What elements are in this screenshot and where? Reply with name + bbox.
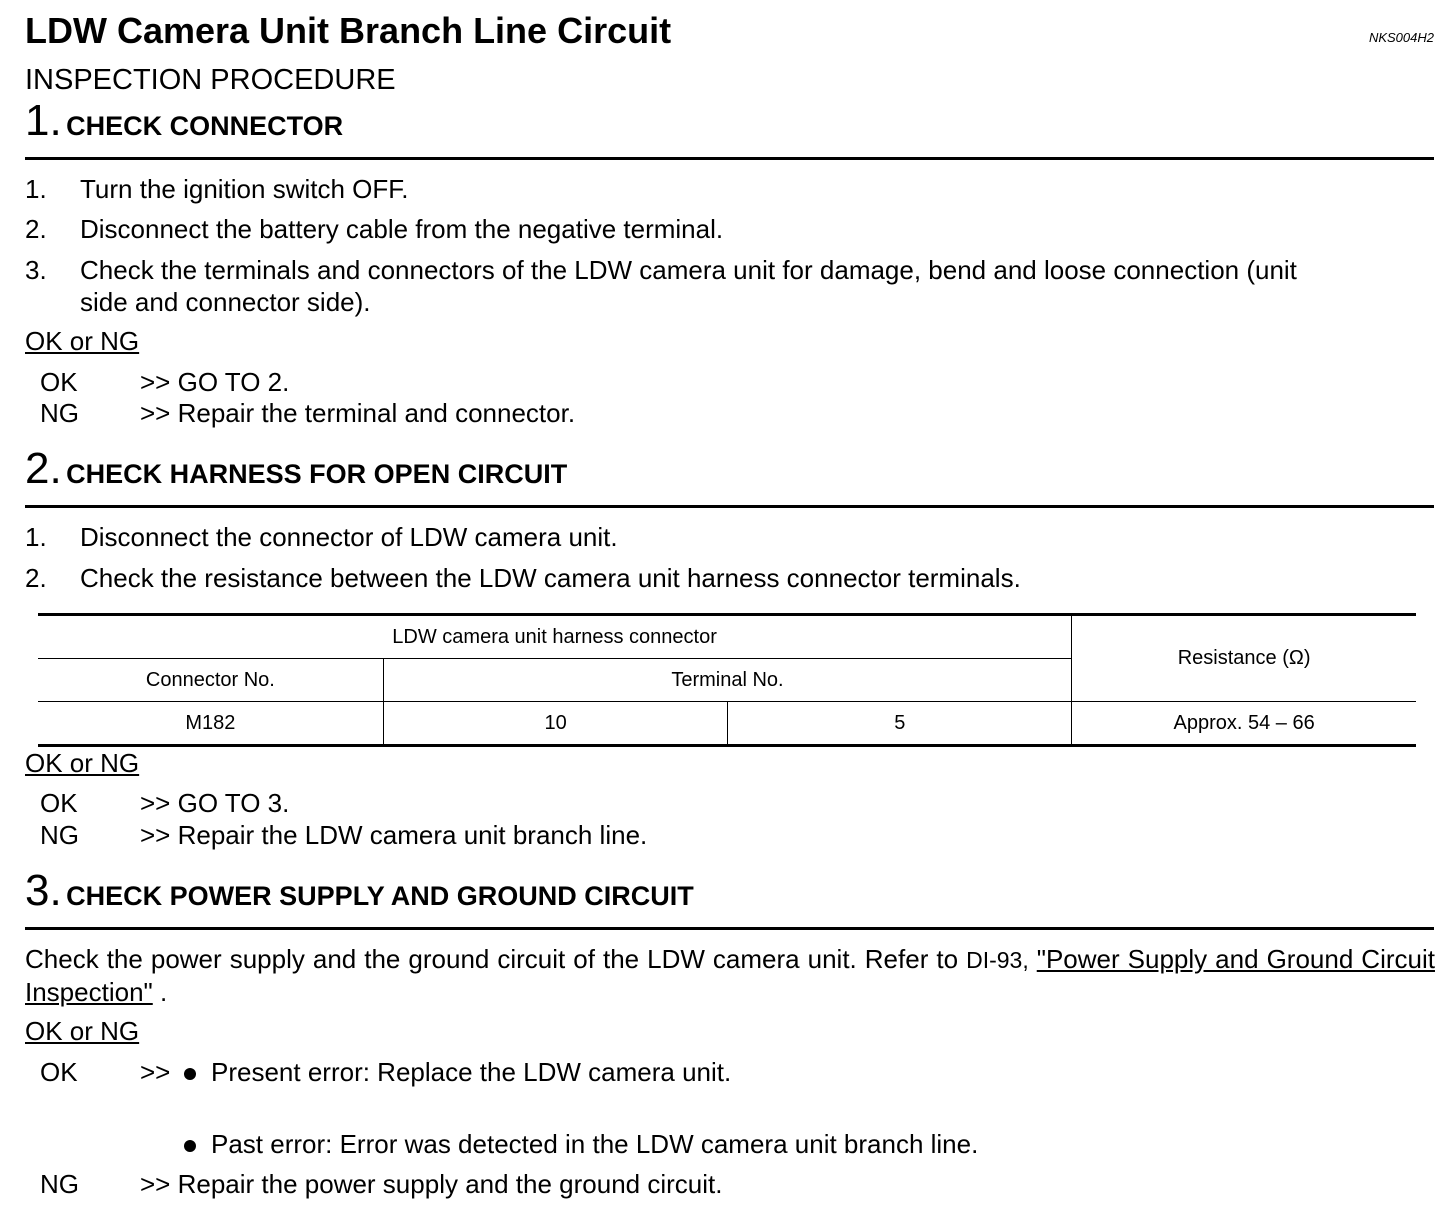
cell-resistance: Approx. 54 – 66: [1072, 702, 1416, 746]
cell-terminal-b: 5: [728, 702, 1072, 746]
reference-code: DI-93,: [966, 947, 1029, 973]
result-key: OK: [40, 1057, 78, 1087]
item-text: Disconnect the battery cable from the negative terminal.: [80, 214, 724, 244]
result-key: NG: [40, 398, 79, 428]
item-text: Check the terminals and connectors of the LDW camera unit for damage, bend and loose connection (unit: [80, 255, 1297, 285]
step-1-heading: [25, 96, 343, 146]
step-3-divider: [25, 927, 1434, 930]
item-number: 1.: [25, 522, 47, 552]
table-row: [38, 702, 1416, 746]
result-key: NG: [40, 820, 79, 850]
cell-connector: M182: [38, 702, 383, 746]
bullet-text: Present error: Replace the LDW camera unit.: [211, 1057, 732, 1087]
step-3-number: 3.: [25, 866, 62, 915]
item-text: Check the resistance between the LDW camera unit harness connector terminals.: [80, 563, 1021, 593]
table-group-header: LDW camera unit harness connector: [38, 615, 1072, 659]
page-title: LDW Camera Unit Branch Line Circuit: [25, 10, 672, 51]
step-3-title: CHECK POWER SUPPLY AND GROUND CIRCUIT: [66, 881, 694, 911]
step-3-ok-or-ng: OK or NG: [25, 1016, 140, 1046]
result-value: >> Repair the power supply and the ground circuit.: [140, 1169, 723, 1199]
table-header-resistance: Resistance (Ω): [1072, 615, 1416, 702]
step-2-ok-or-ng: OK or NG: [25, 748, 140, 778]
step-2-divider: [25, 505, 1434, 508]
step-2-title: CHECK HARNESS FOR OPEN CIRCUIT: [66, 459, 568, 489]
procedure-heading: INSPECTION PROCEDURE: [25, 64, 396, 96]
bullet-icon: [184, 1068, 196, 1080]
step-2-number: 2.: [25, 444, 62, 493]
step-1-ok-or-ng: OK or NG: [25, 326, 140, 356]
document-code: NKS004H2: [1368, 30, 1434, 45]
result-arrow: >>: [140, 1057, 171, 1087]
resistance-table: [38, 613, 1416, 747]
item-text: Disconnect the connector of LDW camera unit.: [80, 522, 618, 552]
result-value: >> Repair the terminal and connector.: [140, 398, 576, 428]
item-number: 1.: [25, 174, 47, 204]
step-3-heading: [25, 866, 694, 916]
cell-terminal-a: 10: [383, 702, 728, 746]
result-value: >> GO TO 2.: [140, 367, 290, 397]
table-header-connector: Connector No.: [38, 659, 383, 702]
result-value: >> GO TO 3.: [140, 788, 290, 818]
result-key: OK: [40, 788, 78, 818]
item-number: 2.: [25, 563, 47, 593]
inspection-link[interactable]: "Power Supply and Ground Circuit Inspection": [25, 944, 1435, 1007]
item-number: 3.: [25, 255, 47, 285]
item-text: Turn the ignition switch OFF.: [80, 174, 409, 204]
result-key: OK: [40, 367, 78, 397]
result-value: >> Repair the LDW camera unit branch line.: [140, 820, 648, 850]
step-3-paragraph: [25, 943, 1435, 1008]
bullet-text: Past error: Error was detected in the LDW camera unit branch line.: [211, 1129, 979, 1159]
table-header-terminal: Terminal No.: [383, 659, 1071, 702]
bullet-item: [184, 1057, 731, 1088]
result-key: NG: [40, 1169, 79, 1199]
paragraph-end: .: [160, 977, 168, 1007]
step-2-heading: [25, 444, 567, 494]
step-1-title: CHECK CONNECTOR: [66, 111, 344, 141]
item-text-continued: side and connector side).: [80, 287, 371, 317]
table-header-row: [38, 615, 1416, 659]
bullet-icon: [184, 1140, 196, 1152]
bullet-item: [184, 1129, 978, 1160]
item-number: 2.: [25, 214, 47, 244]
step-1-number: 1.: [25, 96, 62, 145]
step-1-divider: [25, 157, 1434, 160]
paragraph-text: Check the power supply and the ground circuit of the LDW camera unit. Refer to: [25, 944, 959, 974]
